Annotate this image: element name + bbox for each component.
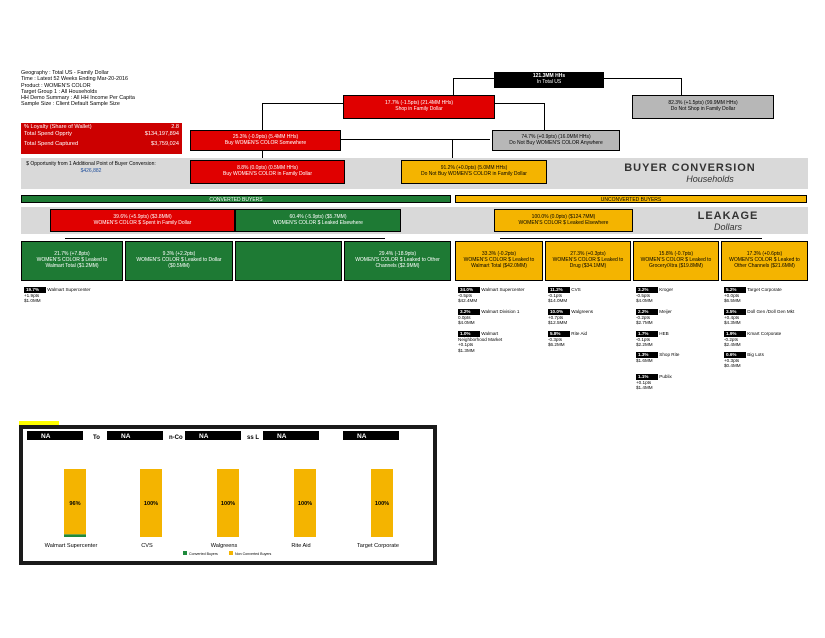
bar-data-label: 100% [143,501,159,507]
box-label: In Total US [536,79,562,85]
retailer-delta: -0.1pts [636,336,651,342]
box-label: Channels ($2.9MM) [375,262,420,269]
chart-tab-label: NA [41,433,51,440]
chart-tab-label: NA [199,433,209,440]
info-line: HH Demo Summary : All HH Income Per Capita [21,95,135,102]
retailer-name: Walmart Division 1 [481,309,520,314]
root-households-box[interactable] [494,72,604,88]
loyalty-value: 2.8 [171,124,179,130]
connector [262,103,343,104]
category-label: Walgreens [210,543,238,549]
chart-tab [263,431,319,440]
retailer-pct: 1.9% [724,331,746,337]
box-value: 27.3% (+0.3pts) [570,251,606,258]
report-info [21,70,181,108]
unconverted-leaked-elsewhere-box[interactable] [494,209,633,232]
retailer-delta: -0.2pts [724,336,739,342]
opportunity-value: $426,882 [80,168,102,174]
retailer-amount: $1.4MM [636,385,653,391]
leak-box-other-channels-unconv[interactable] [721,241,808,281]
retailer-name: Kroger [659,287,674,292]
retailer-pct: 0.6% [724,352,746,358]
info-line: Sample Size : Client Default Sample Size [21,101,120,108]
retailer-amount: $2.7MM [636,320,653,326]
info-line: Product : WOMEN'S COLOR [21,82,91,89]
retailer-pct: 1.3% [636,352,658,358]
retailer-pct: 5.8% [548,331,570,337]
chart-tab [343,431,399,440]
retailer-pct: 19.7% [24,287,46,293]
info-line: Geography : Total US - Family Dollar [21,70,109,76]
captured-value: $3,759,024 [151,141,179,147]
box-label: Walmart Total ($42.0MM) [471,262,527,269]
retailer-pct: 11.2% [548,287,570,293]
box-value: 39.6% (+5.9pts) ($3.8MM) [113,213,172,220]
retailer-name: Rite Aid [571,331,588,336]
retailer-item [548,331,628,348]
retailer-pct: 2.2% [636,309,658,315]
retailer-delta: +0.0pts [724,292,740,298]
retailer-name: Big Lots [747,352,764,357]
not-buy-anywhere-box[interactable] [492,130,620,151]
box-value: 74.7% (+0.9pts) (16.0MM HHs) [521,133,591,140]
retailer-name: CVS [571,287,581,292]
leak-box-empty[interactable] [235,241,342,281]
category-label: Rite Aid [291,543,311,549]
connector [262,103,263,130]
opportunity-note [26,161,156,175]
chart-tab-fragment: n-Co [169,435,183,441]
legend-label-non-converted: Non Converted Buyers [235,552,272,556]
box-value: 60.4% (-5.9pts) ($5.7MM) [289,213,347,220]
retailer-delta: +1.9pts [24,292,40,298]
retailer-delta: +0.7pts [548,314,564,320]
retailer-item [458,309,538,326]
box-value: 21.7% (+7.8pts) [54,251,90,258]
retailer-delta: +0.4pts [724,314,740,320]
retailer-amount: $1.0MM [24,298,41,304]
buy-somewhere-box[interactable] [190,130,341,151]
shop-family-dollar-box[interactable] [343,95,495,119]
legend-label-converted: Converted Buyers [189,552,218,556]
not-shop-family-dollar-box[interactable] [632,95,774,119]
retailer-item [724,352,808,369]
retailer-amount: $14.0MM [548,298,568,304]
retailer-name: Kmart Corporate [747,331,782,336]
category-label: Walmart Supercenter [44,543,98,549]
leak-box-grocery[interactable] [633,241,719,281]
box-label: Drug ($34.1MM) [569,262,607,269]
box-label: WOMEN'S COLOR $ Leaked to [463,257,535,264]
box-value: 25.3% (-0.9pts) (5.4MM HHs) [232,133,299,140]
box-value: 82.3% (+1.5pts) (99.9MM HHs) [668,100,738,107]
buyer-conversion-title: BUYER CONVERSION [624,162,756,174]
connector [65,238,385,239]
box-label: Do Not Buy WOMEN'S COLOR in Family Dollar [421,171,527,177]
retailer-item [24,287,124,304]
connector [495,103,545,104]
loyalty-label: % Loyalty (Share of Wallet) [24,124,92,130]
bar-data-label: 100% [374,501,390,507]
retailer-amount: $0.4MM [724,363,741,369]
retailer-amount: $1.6MM [636,357,653,363]
retailer-name: Walgreens [571,309,594,314]
info-line: Target Group 1 : All Households [21,88,98,95]
retailer-name: Walmart Supercenter [481,287,525,292]
box-label: WOMEN'S COLOR $ Leaked to [552,257,624,264]
spent-in-family-dollar-box[interactable] [50,209,235,232]
connector [453,78,454,95]
chart-tab-label: NA [357,433,367,440]
dollars-subtitle: Dollars [713,222,742,232]
not-buy-in-family-dollar-box[interactable] [401,160,547,184]
buy-in-family-dollar-box[interactable] [190,160,345,184]
retailer-amount: $2.2MM [636,342,653,348]
unconverted-buyers-stripe: UNCONVERTED BUYERS [455,195,807,203]
box-label: WOMEN'S COLOR $ Leaked to [36,257,108,264]
chart-tab [185,431,241,440]
box-label: Grocery/Xtra ($19.8MM) [649,262,703,269]
retailer-item [458,287,528,304]
box-value: 8.8% (0.0pts) (0.5MM HHs) [237,165,298,172]
retailer-delta: +0.1pts [458,342,474,348]
converted-buyers-stripe: CONVERTED BUYERS [21,195,451,203]
retailer-name: Target Corporate [747,287,782,292]
retailer-delta: -0.1pts [548,292,563,298]
loyalty-panel [21,123,182,154]
box-label: WOMEN'S COLOR $ Leaked to [640,257,712,264]
retailer-item [724,309,808,326]
legend-swatch-converted [183,551,187,555]
box-label: Buy WOMEN'S COLOR in Family Dollar [222,171,313,177]
box-label: Buy WOMEN'S COLOR Somewhere [224,139,307,146]
connector [681,78,682,95]
box-label: WOMEN'S COLOR $ Leaked to Other [355,257,440,264]
retailer-pct: 3.5% [724,309,746,315]
info-line: Time : Latest 52 Weeks Ending Mar-20-2016 [21,76,128,83]
retailer-pct: 1.0% [458,331,480,337]
retailer-pct: 3.2% [636,287,658,293]
retailer-delta: -0.3pts [548,336,563,342]
retailer-delta: -0.2pts [636,314,651,320]
connector [453,78,494,79]
retailer-amount: $6.2MM [548,342,565,348]
converted-leaked-elsewhere-box[interactable] [235,209,401,232]
chart-tab-label: NA [277,433,287,440]
chart-tab [27,431,83,440]
box-value: 17.3% (+0.6pts) [746,251,783,258]
connector [500,238,762,239]
box-label: Do Not Shop in Family Dollar [670,106,736,112]
chart-tab-label: NA [121,433,131,440]
box-value: 17.7% (-1.5pts) (21.4MM HHs) [384,100,454,107]
retailer-item [458,331,528,353]
box-label: WOMEN'S COLOR $ Leaked to [729,257,800,264]
category-label: Target Corporate [357,543,399,549]
retailer-amount: $12.5MM [548,320,568,326]
retailer-pct: 5.2% [724,287,746,293]
connector [603,78,682,79]
retailer-delta: 0.0pts [458,314,471,320]
box-value: 33.3% (-0.2pts) [481,251,517,258]
retailer-amount: $42.4MM [458,298,478,304]
box-value: 9.3% (+2.2pts) [162,251,196,258]
retailer-item [636,374,716,391]
retailer-name: Walmart Supercenter [47,287,91,292]
retailer-pct: 1.7% [636,331,658,337]
retailer-amount: $4.0MM [458,320,475,326]
retailer-name: Doll Gen /Doll Gen Mkt [747,309,795,314]
bar-data-label: 96% [69,501,81,507]
leakage-title: LEAKAGE [697,210,759,222]
retailer-item [548,309,628,326]
retailer-item [636,352,716,363]
box-value: 91.2% (+0.0pts) (5.0MM HHs) [440,165,508,172]
box-label: ($0.5MM) [168,262,190,269]
box-label: Other Channels ($21.6MM) [734,262,795,269]
retailer-name: HEB [659,331,669,336]
retailer-delta: +0.1pts [636,379,652,385]
box-label: WOMEN'S COLOR $ Leaked to Dollar [136,257,222,264]
retailer-item [724,331,808,348]
retailer-name: Shop Rite [659,352,680,357]
captured-label: Total Spend Captured [24,141,79,147]
retailer-name: Walmart Neighborhood Market [458,331,503,342]
chart-panel [19,425,437,565]
retailer-item [636,287,716,304]
box-label: WOMEN'S COLOR $ Leaked Elsewhere [273,219,363,226]
box-value: 121.3MM HHs [532,73,566,80]
chart-tab-fragment: ss L [247,435,260,441]
leak-box-drug[interactable] [545,241,631,281]
retailer-delta: +0.3pts [724,357,740,363]
leak-box-walmart-total[interactable] [21,241,123,281]
retailer-amount: $4.3MM [724,320,741,326]
bar-data-label: 100% [220,501,236,507]
legend-swatch-non-converted [229,551,233,555]
bar-converted [64,534,86,537]
retailer-item [548,287,628,304]
households-subtitle: Households [686,174,734,184]
retailer-delta: -0.5pts [458,292,473,298]
box-value: 100.0% (0.0pts) ($124.7MM) [531,213,596,220]
leak-box-other-channels[interactable] [344,241,451,281]
box-value: 29.4% (-18.9pts) [379,251,416,258]
box-label: Shop in Family Dollar [395,106,443,112]
retailer-amount: $1.3MM [458,347,475,353]
spend-value: $134,197,894 [144,131,179,137]
chart-tab [107,431,163,440]
spend-label: Total Spend Opprty [24,131,72,137]
box-label: WOMEN'S COLOR $ Leaked Elsewhere [518,219,609,226]
retailer-name: Publix [659,374,672,379]
leak-box-walmart-total-unconv[interactable] [455,241,543,281]
box-label: Walmart Total ($1.2MM) [45,262,99,269]
bar-data-label: 100% [297,501,313,507]
retailer-pct: 10.0% [548,309,570,315]
retailer-pct: 1.1% [636,374,658,380]
retailer-amount: $4.0MM [636,298,653,304]
retailer-amount: $6.5MM [724,298,741,304]
retailer-pct: 3.2% [458,309,480,315]
opportunity-text: $ Opportunity from 1 Additional Point of Buyer Conversion: [26,161,156,167]
box-label: WOMEN'S COLOR $ Spent in Family Dollar [93,219,192,226]
retailer-delta: -0.5pts [636,292,651,298]
connector [340,139,490,140]
category-label: CVS [141,543,153,549]
retailer-amount: $2.4MM [724,342,741,348]
leakage-bar-chart [23,429,433,561]
box-label: Do Not Buy WOMEN'S COLOR Anywhere [509,139,603,146]
retailer-item [636,331,716,348]
connector [544,103,545,130]
retailer-item [636,309,716,326]
retailer-item [724,287,808,304]
retailer-name: Meijer [659,309,672,314]
leak-box-dollar[interactable] [125,241,233,281]
box-value: 15.8% (-0.7pts) [658,251,694,258]
retailer-pct: 34.0% [458,287,480,293]
chart-tab-fragment: To [93,435,100,441]
